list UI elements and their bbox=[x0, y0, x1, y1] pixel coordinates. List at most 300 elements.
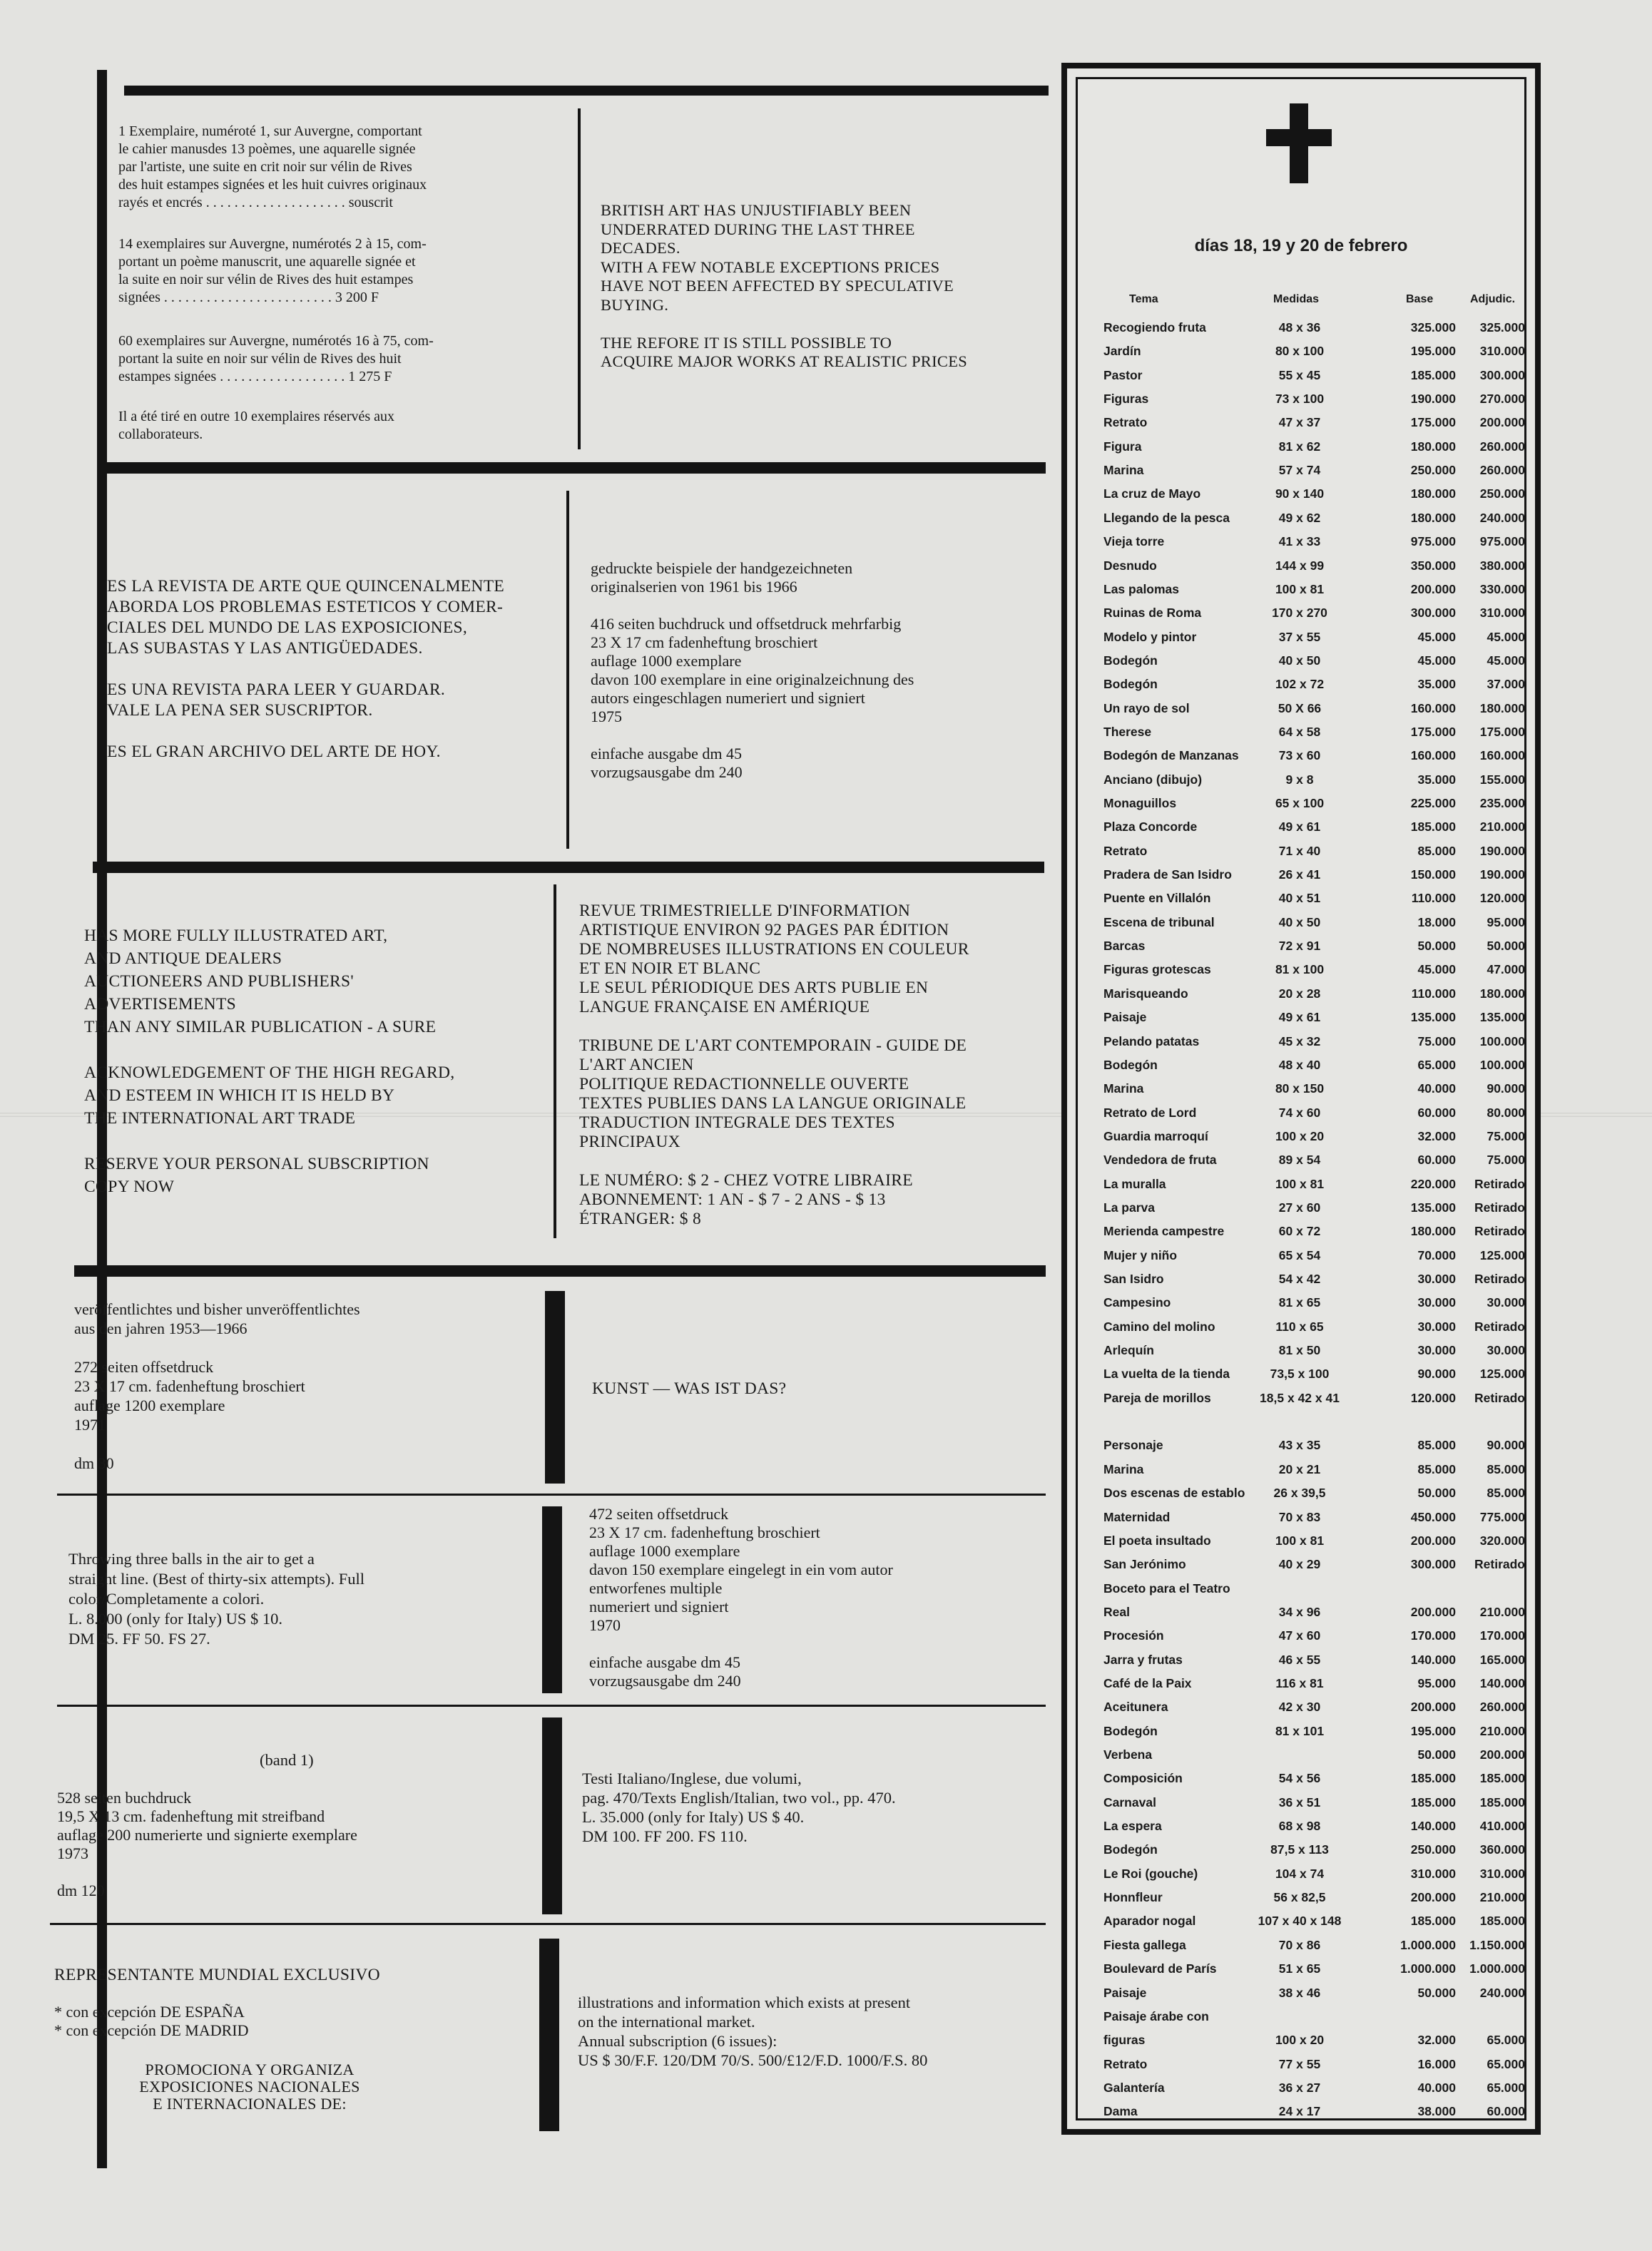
row-base: 60.000 bbox=[1417, 1105, 1456, 1120]
row-adjudic: 250.000 bbox=[1479, 486, 1525, 501]
row-medidas: 47 x 60 bbox=[1278, 1628, 1321, 1643]
table-row bbox=[1078, 1129, 1524, 1153]
edition-4: Il a été tiré en outre 10 exemplaires réservés aux collaborateurs. bbox=[118, 409, 395, 442]
row-adjudic: 100.000 bbox=[1479, 1033, 1525, 1048]
row-base: 180.000 bbox=[1410, 1224, 1456, 1239]
row-base: 325.000 bbox=[1410, 320, 1456, 335]
row-medidas: 36 x 51 bbox=[1278, 1795, 1321, 1810]
table-row bbox=[1078, 2057, 1524, 2081]
row-tema: Bodegón de Manzanas bbox=[1103, 748, 1239, 763]
row-base: 45.000 bbox=[1417, 962, 1456, 977]
promociona-text: PROMOCIONA Y ORGANIZA EXPOSICIONES NACIONALES E INTERNACIONALES DE: bbox=[139, 2061, 360, 2113]
row-base: 300.000 bbox=[1410, 606, 1456, 621]
table-row bbox=[1078, 1795, 1524, 1819]
row-adjudic: 75.000 bbox=[1487, 1128, 1525, 1143]
table-row bbox=[1078, 1914, 1524, 1937]
row-adjudic: 120.000 bbox=[1479, 891, 1525, 906]
row-tema: Carnaval bbox=[1103, 1795, 1156, 1810]
row-tema: Maternidad bbox=[1103, 1509, 1171, 1524]
row-base: 30.000 bbox=[1417, 1343, 1456, 1358]
representante-text: REPRESENTANTE MUNDIAL EXCLUSIVO bbox=[54, 1966, 380, 1984]
row-medidas: 43 x 35 bbox=[1278, 1438, 1321, 1453]
row-medidas: 80 x 150 bbox=[1275, 1081, 1325, 1096]
row-adjudic: 85.000 bbox=[1487, 1486, 1525, 1501]
thin-rule bbox=[57, 1494, 1046, 1496]
row-medidas: 104 x 74 bbox=[1275, 1866, 1325, 1881]
row-adjudic: 200.000 bbox=[1479, 415, 1525, 430]
row-base: 65.000 bbox=[1417, 1057, 1456, 1072]
row-medidas: 107 x 40 x 148 bbox=[1258, 1914, 1342, 1929]
table-row bbox=[1078, 1153, 1524, 1176]
table-row bbox=[1078, 1058, 1524, 1081]
row-base: 220.000 bbox=[1410, 1176, 1456, 1191]
thick-column-divider bbox=[542, 1717, 562, 1914]
row-adjudic: 45.000 bbox=[1487, 653, 1525, 668]
table-row bbox=[1078, 486, 1524, 510]
table-row bbox=[1078, 1224, 1524, 1247]
row-tema: Desnudo bbox=[1103, 558, 1157, 573]
row-tema: Retrato de Lord bbox=[1103, 1105, 1197, 1120]
row-base: 16.000 bbox=[1417, 2056, 1456, 2071]
row-tema: Guardia marroquí bbox=[1103, 1128, 1208, 1143]
seiten472-text: 472 seiten offsetdruck 23 X 17 cm. fadenheftung broschiert auflage 1000 exemplare davon 150 exemplare eingelegt in ein vom autor entworfenes multiple numeriert und signiert 1970 einfache ausgabe dm 45 vorzugsausgabe dm 240 bbox=[589, 1505, 893, 1690]
row-tema: Anciano (dibujo) bbox=[1103, 772, 1203, 787]
row-base: 180.000 bbox=[1410, 486, 1456, 501]
table-row bbox=[1078, 1462, 1524, 1486]
row-medidas: 49 x 61 bbox=[1278, 820, 1321, 834]
row-base: 1.000.000 bbox=[1400, 1937, 1456, 1952]
table-row bbox=[1078, 1081, 1524, 1105]
row-adjudic: 210.000 bbox=[1479, 1890, 1525, 1905]
row-tema: Puente en Villalón bbox=[1103, 891, 1211, 906]
row-tema: Jardín bbox=[1103, 344, 1141, 359]
row-medidas: 47 x 37 bbox=[1278, 415, 1321, 430]
row-medidas: 40 x 51 bbox=[1278, 891, 1321, 906]
row-medidas: 54 x 42 bbox=[1278, 1272, 1321, 1286]
row-base: 250.000 bbox=[1410, 1842, 1456, 1857]
row-tema: Arlequín bbox=[1103, 1343, 1154, 1358]
row-base: 200.000 bbox=[1410, 1533, 1456, 1548]
row-medidas: 55 x 45 bbox=[1278, 367, 1321, 382]
row-base: 35.000 bbox=[1417, 772, 1456, 787]
row-adjudic: 185.000 bbox=[1479, 1795, 1525, 1810]
row-adjudic: 410.000 bbox=[1479, 1819, 1525, 1834]
row-base: 75.000 bbox=[1417, 1033, 1456, 1048]
row-tema: Merienda campestre bbox=[1103, 1224, 1225, 1239]
row-tema: Retrato bbox=[1103, 843, 1148, 858]
row-base: 185.000 bbox=[1410, 820, 1456, 834]
row-base: 250.000 bbox=[1410, 463, 1456, 478]
row-adjudic: 80.000 bbox=[1487, 1105, 1525, 1120]
row-tema: Bodegón bbox=[1103, 1057, 1158, 1072]
row-medidas: 18,5 x 42 x 41 bbox=[1260, 1390, 1340, 1405]
table-row bbox=[1078, 725, 1524, 748]
row-base: 185.000 bbox=[1410, 1771, 1456, 1786]
row-adjudic: 310.000 bbox=[1479, 606, 1525, 621]
row-adjudic: 240.000 bbox=[1479, 1985, 1525, 2000]
row-base: 200.000 bbox=[1410, 1604, 1456, 1619]
row-medidas: 26 x 39,5 bbox=[1273, 1486, 1326, 1501]
row-adjudic: 200.000 bbox=[1479, 1747, 1525, 1762]
row-base: 38.000 bbox=[1417, 2104, 1456, 2119]
thick-column-divider bbox=[542, 1506, 562, 1693]
row-medidas: 57 x 74 bbox=[1278, 463, 1321, 478]
table-row bbox=[1078, 1486, 1524, 1509]
row-adjudic: 37.000 bbox=[1487, 677, 1525, 692]
testi-text: Testi Italiano/Inglese, due volumi, pag. 470/Texts English/Italian, two vol., pp. 470. L. 35.000 (only for Italy) US $ 40. DM 100. FF 200. FS 110. bbox=[582, 1770, 896, 1845]
row-adjudic: 210.000 bbox=[1479, 820, 1525, 834]
table-row bbox=[1078, 1747, 1524, 1771]
row-adjudic: 65.000 bbox=[1487, 2056, 1525, 2071]
table-row bbox=[1078, 1200, 1524, 1224]
row-tema: Vieja torre bbox=[1103, 534, 1165, 549]
row-medidas: 34 x 96 bbox=[1278, 1604, 1321, 1619]
table-row bbox=[1078, 1391, 1524, 1414]
row-adjudic: 1.150.000 bbox=[1469, 1937, 1525, 1952]
row-medidas: 51 x 65 bbox=[1278, 1961, 1321, 1976]
row-adjudic: 320.000 bbox=[1479, 1533, 1525, 1548]
row-tema: Aceitunera bbox=[1103, 1700, 1168, 1715]
row-adjudic: 310.000 bbox=[1479, 344, 1525, 359]
row-medidas: 100 x 81 bbox=[1275, 1176, 1325, 1191]
table-row bbox=[1078, 1581, 1524, 1605]
revista-text: ES LA REVISTA DE ARTE QUE QUINCENALMENTE ABORDA LOS PROBLEMAS ESTETICOS Y COMER- CIALES DEL MUNDO DE LAS EXPOSICIONES, LAS SUBASTAS Y LAS ANTIGÜEDADES. ES UNA REVISTA PARA LEER Y GUARDAR. VALE LA PENA SER SUSCRIPTOR. ES EL GRAN ARCHIVO DEL ARTE DE HOY. bbox=[107, 577, 505, 761]
auction-date: días 18, 19 y 20 de febrero bbox=[1194, 236, 1408, 255]
row-base: 40.000 bbox=[1417, 1081, 1456, 1096]
row-tema: Le Roi (gouche) bbox=[1103, 1866, 1198, 1881]
row-tema: La muralla bbox=[1103, 1176, 1166, 1191]
row-base: 32.000 bbox=[1417, 1128, 1456, 1143]
row-tema: Marisqueando bbox=[1103, 986, 1188, 1001]
row-adjudic: 180.000 bbox=[1479, 986, 1525, 1001]
row-adjudic: 310.000 bbox=[1479, 1866, 1525, 1881]
row-tema: Galantería bbox=[1103, 2080, 1165, 2095]
row-medidas: 71 x 40 bbox=[1278, 843, 1321, 858]
row-tema: La parva bbox=[1103, 1200, 1155, 1215]
row-base: 110.000 bbox=[1411, 891, 1456, 906]
veroeffentlichtes-text: veröffentlichtes und bisher unveröffentlichtes aus den jahren 1953—1966 272 seiten offsetdruck 23 X 17 cm. fadenheftung broschiert auflage 1200 exemplare 1971 dm 30 bbox=[74, 1300, 360, 1472]
table-row bbox=[1078, 1676, 1524, 1700]
row-base: 350.000 bbox=[1410, 558, 1456, 573]
row-base: 160.000 bbox=[1410, 748, 1456, 763]
row-adjudic: 65.000 bbox=[1487, 2033, 1525, 2048]
kunst-title: KUNST — WAS IST DAS? bbox=[592, 1379, 787, 1398]
row-adjudic: 60.000 bbox=[1487, 2104, 1525, 2119]
row-adjudic: 65.000 bbox=[1487, 2080, 1525, 2095]
table-row bbox=[1078, 344, 1524, 367]
row-medidas: 70 x 83 bbox=[1278, 1509, 1321, 1524]
row-medidas: 20 x 21 bbox=[1278, 1461, 1321, 1476]
row-base: 135.000 bbox=[1410, 1010, 1456, 1025]
table-row bbox=[1078, 1605, 1524, 1628]
row-adjudic: 170.000 bbox=[1479, 1628, 1525, 1643]
row-medidas: 100 x 20 bbox=[1275, 1128, 1325, 1143]
table-row bbox=[1078, 511, 1524, 534]
auction-results-panel bbox=[1061, 63, 1541, 2135]
row-tema: Paisaje árabe con bbox=[1103, 2008, 1209, 2023]
row-base: 140.000 bbox=[1410, 1819, 1456, 1834]
row-adjudic: 155.000 bbox=[1479, 772, 1525, 787]
row-medidas: 64 x 58 bbox=[1278, 724, 1321, 739]
table-row bbox=[1078, 748, 1524, 772]
row-base: 95.000 bbox=[1417, 1675, 1456, 1690]
row-adjudic: 380.000 bbox=[1479, 558, 1525, 573]
header-tema: Tema bbox=[1129, 293, 1158, 305]
gedruckte-text: gedruckte beispiele der handgezeichneten originalserien von 1961 bis 1966 416 seiten buchdruck und offsetdruck mehrfarbig 23 X 17 cm fadenheftung broschiert auflage 1000 exemplare davon 100 exemplare in eine originalzeichnung des autors eingeschlagen numeriert und signiert 1975 einfache ausgabe dm 45 vorzugsausgabe dm 240 bbox=[591, 559, 914, 781]
row-base: 50.000 bbox=[1417, 939, 1456, 954]
row-medidas: 73,5 x 100 bbox=[1270, 1367, 1330, 1382]
illustrated-text: HAS MORE FULLY ILLUSTRATED ART, AND ANTIQUE DEALERS AUCTIONEERS AND PUBLISHERS' ADVERTISEMENTS THAN ANY SIMILAR PUBLICATION - A SURE ACKNOWLEDGEMENT OF THE HIGH REGARD, AND ESTEEM IN WHICH IT IS HELD BY THE INTERNATIONAL ART TRADE RESERVE YOUR PERSONAL SUBSCRIPTION COPY NOW bbox=[84, 927, 455, 1196]
row-adjudic: 30.000 bbox=[1487, 1343, 1525, 1358]
row-tema: Pareja de morillos bbox=[1103, 1390, 1211, 1405]
row-medidas: 40 x 50 bbox=[1278, 914, 1321, 929]
row-medidas: 68 x 98 bbox=[1278, 1819, 1321, 1834]
row-tema: Ruinas de Roma bbox=[1103, 606, 1202, 621]
table-row bbox=[1078, 915, 1524, 939]
column-divider bbox=[554, 884, 556, 1238]
table-row bbox=[1078, 867, 1524, 891]
column-divider bbox=[566, 491, 569, 849]
row-medidas: 54 x 56 bbox=[1278, 1771, 1321, 1786]
row-tema: Aparador nogal bbox=[1103, 1914, 1196, 1929]
row-tema: Barcas bbox=[1103, 939, 1146, 954]
row-medidas: 37 x 55 bbox=[1278, 629, 1321, 644]
row-tema: Monaguillos bbox=[1103, 796, 1177, 810]
row-adjudic: 975.000 bbox=[1479, 534, 1525, 549]
row-medidas: 100 x 81 bbox=[1275, 1533, 1325, 1548]
row-medidas: 20 x 28 bbox=[1278, 986, 1321, 1001]
table-row bbox=[1078, 1842, 1524, 1866]
row-tema: San Isidro bbox=[1103, 1272, 1164, 1286]
row-adjudic: 210.000 bbox=[1479, 1604, 1525, 1619]
row-base: 180.000 bbox=[1410, 510, 1456, 525]
row-tema: Pradera de San Isidro bbox=[1103, 867, 1232, 882]
row-base: 975.000 bbox=[1410, 534, 1456, 549]
table-row bbox=[1078, 1890, 1524, 1914]
row-tema: Honnfleur bbox=[1103, 1890, 1163, 1905]
thick-column-divider bbox=[545, 1291, 565, 1484]
table-row bbox=[1078, 368, 1524, 392]
row-base: 90.000 bbox=[1417, 1367, 1456, 1382]
row-base: 300.000 bbox=[1410, 1557, 1456, 1572]
table-row bbox=[1078, 1438, 1524, 1461]
row-base: 310.000 bbox=[1410, 1866, 1456, 1881]
header-base: Base bbox=[1406, 293, 1434, 305]
section-rule bbox=[107, 462, 1046, 474]
table-row bbox=[1078, 463, 1524, 486]
table-row bbox=[1078, 701, 1524, 725]
row-medidas: 45 x 32 bbox=[1278, 1033, 1321, 1048]
row-base: 175.000 bbox=[1410, 415, 1456, 430]
row-adjudic: 360.000 bbox=[1479, 1842, 1525, 1857]
row-tema: Vendedora de fruta bbox=[1103, 1153, 1217, 1168]
table-row bbox=[1078, 962, 1524, 986]
row-adjudic: Retirado bbox=[1474, 1319, 1525, 1334]
table-row bbox=[1078, 1533, 1524, 1557]
table-row bbox=[1078, 1867, 1524, 1890]
row-tema: Marina bbox=[1103, 1081, 1144, 1096]
row-adjudic: 235.000 bbox=[1479, 796, 1525, 810]
row-tema: Campesino bbox=[1103, 1295, 1171, 1310]
row-base: 30.000 bbox=[1417, 1295, 1456, 1310]
cross-icon-bar bbox=[1266, 129, 1332, 146]
row-medidas: 72 x 91 bbox=[1278, 939, 1321, 954]
table-row bbox=[1078, 606, 1524, 629]
row-medidas: 81 x 100 bbox=[1275, 962, 1325, 977]
row-medidas: 42 x 30 bbox=[1278, 1700, 1321, 1715]
table-row bbox=[1078, 1653, 1524, 1676]
row-adjudic: 260.000 bbox=[1479, 439, 1525, 454]
table-row bbox=[1078, 582, 1524, 606]
row-tema: Jarra y frutas bbox=[1103, 1652, 1183, 1667]
row-adjudic: 330.000 bbox=[1479, 581, 1525, 596]
row-base: 120.000 bbox=[1410, 1390, 1456, 1405]
table-row bbox=[1078, 891, 1524, 914]
table-row bbox=[1078, 1177, 1524, 1200]
row-medidas: 65 x 100 bbox=[1275, 796, 1325, 810]
table-row bbox=[1078, 1106, 1524, 1129]
row-base: 160.000 bbox=[1410, 700, 1456, 715]
edition-1: 1 Exemplaire, numéroté 1, sur Auvergne, comportant le cahier manusdes 13 poèmes, une aquarelle signée par l'artiste, une suite en crit noir sur vélin de Rives des huit estampes signées et les huit cuivres originaux rayés et encrés . . . . . . . . . . . . . . . . . . . . souscrit bbox=[118, 123, 427, 210]
row-base: 150.000 bbox=[1410, 867, 1456, 882]
row-adjudic: 300.000 bbox=[1479, 367, 1525, 382]
edition-3: 60 exemplaires sur Auvergne, numérotés 16 à 75, com- portant la suite en noir sur vélin de Rives des huit estampes signées . . . . . . . . . . . . . . . . . . 1 275 F bbox=[118, 333, 434, 384]
row-base: 190.000 bbox=[1410, 392, 1456, 407]
row-medidas: 36 x 27 bbox=[1278, 2080, 1321, 2095]
row-tema: Retrato bbox=[1103, 415, 1148, 430]
row-base: 140.000 bbox=[1410, 1652, 1456, 1667]
row-adjudic: 125.000 bbox=[1479, 1247, 1525, 1262]
row-medidas: 77 x 55 bbox=[1278, 2056, 1321, 2071]
excepciones-text: * con excepción DE ESPAÑA * con excepción DE MADRID bbox=[54, 2003, 249, 2039]
row-medidas: 73 x 60 bbox=[1278, 748, 1321, 763]
row-medidas: 90 x 140 bbox=[1275, 486, 1325, 501]
row-base: 180.000 bbox=[1410, 439, 1456, 454]
row-medidas: 100 x 20 bbox=[1275, 2033, 1325, 2048]
row-medidas: 74 x 60 bbox=[1278, 1105, 1321, 1120]
row-medidas: 81 x 65 bbox=[1278, 1295, 1321, 1310]
row-adjudic: 775.000 bbox=[1479, 1509, 1525, 1524]
table-row bbox=[1078, 677, 1524, 700]
row-tema: Paisaje bbox=[1103, 1010, 1147, 1025]
row-medidas: 89 x 54 bbox=[1278, 1153, 1321, 1168]
row-medidas: 110 x 65 bbox=[1275, 1319, 1324, 1334]
row-tema: Real bbox=[1103, 1604, 1130, 1619]
row-tema: Plaza Concorde bbox=[1103, 820, 1198, 834]
row-tema: Las palomas bbox=[1103, 581, 1180, 596]
row-medidas: 170 x 270 bbox=[1272, 606, 1327, 621]
row-base: 450.000 bbox=[1410, 1509, 1456, 1524]
row-adjudic: Retirado bbox=[1474, 1176, 1525, 1191]
row-tema: La cruz de Mayo bbox=[1103, 486, 1201, 501]
row-base: 18.000 bbox=[1417, 914, 1456, 929]
row-tema: Recogiendo fruta bbox=[1103, 320, 1206, 335]
row-adjudic: 125.000 bbox=[1479, 1367, 1525, 1382]
row-adjudic: 75.000 bbox=[1487, 1153, 1525, 1168]
row-base: 35.000 bbox=[1417, 677, 1456, 692]
row-tema: Bodegón bbox=[1103, 1842, 1158, 1857]
row-tema: Boceto para el Teatro bbox=[1103, 1581, 1230, 1596]
table-row bbox=[1078, 1034, 1524, 1058]
row-medidas: 9 x 8 bbox=[1285, 772, 1314, 787]
table-row bbox=[1078, 1414, 1524, 1438]
row-base: 185.000 bbox=[1410, 367, 1456, 382]
row-base: 135.000 bbox=[1410, 1200, 1456, 1215]
row-base: 185.000 bbox=[1410, 1914, 1456, 1929]
row-medidas: 41 x 33 bbox=[1278, 534, 1321, 549]
row-adjudic: Retirado bbox=[1474, 1272, 1525, 1286]
table-row bbox=[1078, 820, 1524, 843]
row-medidas: 40 x 29 bbox=[1278, 1557, 1321, 1572]
table-row bbox=[1078, 1700, 1524, 1723]
thin-rule bbox=[57, 1705, 1046, 1707]
row-base: 200.000 bbox=[1410, 581, 1456, 596]
row-medidas: 65 x 54 bbox=[1278, 1247, 1321, 1262]
table-row bbox=[1078, 844, 1524, 867]
row-medidas: 116 x 81 bbox=[1275, 1675, 1324, 1690]
row-adjudic: 260.000 bbox=[1479, 1700, 1525, 1715]
row-tema: Modelo y pintor bbox=[1103, 629, 1197, 644]
row-tema: La espera bbox=[1103, 1819, 1162, 1834]
row-base: 30.000 bbox=[1417, 1319, 1456, 1334]
row-tema: Composición bbox=[1103, 1771, 1183, 1786]
row-adjudic: Retirado bbox=[1474, 1557, 1525, 1572]
row-adjudic: 185.000 bbox=[1479, 1771, 1525, 1786]
row-base: 225.000 bbox=[1410, 796, 1456, 810]
table-row bbox=[1078, 1272, 1524, 1295]
row-adjudic: Retirado bbox=[1474, 1200, 1525, 1215]
row-medidas: 49 x 61 bbox=[1278, 1010, 1321, 1025]
row-tema: Fiesta gallega bbox=[1103, 1937, 1186, 1952]
row-tema: Bodegón bbox=[1103, 653, 1158, 668]
table-row bbox=[1078, 1819, 1524, 1842]
row-adjudic: 180.000 bbox=[1479, 700, 1525, 715]
row-adjudic: 190.000 bbox=[1479, 843, 1525, 858]
british-art-text: BRITISH ART HAS UNJUSTIFIABLY BEEN UNDERRATED DURING THE LAST THREE DECADES. WITH A FEW NOTABLE EXCEPTIONS PRICES HAVE NOT BEEN AFFECTED BY SPECULATIVE BUYING. THE REFORE IT IS STILL POSSIBLE TO ACQUIRE MAJOR WORKS AT REALISTIC PRICES bbox=[601, 201, 968, 370]
row-tema: La vuelta de la tienda bbox=[1103, 1367, 1230, 1382]
row-base: 85.000 bbox=[1417, 843, 1456, 858]
row-base: 60.000 bbox=[1417, 1153, 1456, 1168]
row-base: 50.000 bbox=[1417, 1985, 1456, 2000]
row-tema: Escena de tribunal bbox=[1103, 914, 1215, 929]
header-adjudic: Adjudic. bbox=[1470, 293, 1516, 305]
row-base: 50.000 bbox=[1417, 1747, 1456, 1762]
row-tema: Marina bbox=[1103, 463, 1144, 478]
row-base: 175.000 bbox=[1410, 724, 1456, 739]
row-adjudic: Retirado bbox=[1474, 1390, 1525, 1405]
row-medidas: 56 x 82,5 bbox=[1273, 1890, 1326, 1905]
table-row bbox=[1078, 558, 1524, 582]
balls-text: Throwing three balls in the air to get a straight line. (Best of thirty-six attempts). Full color/Completamente a colori. L. 8.000 (only for Italy) US $ 10. DM 25. FF 50. FS 27. bbox=[68, 1550, 364, 1648]
table-row bbox=[1078, 1628, 1524, 1652]
row-adjudic: Retirado bbox=[1474, 1224, 1525, 1239]
row-tema: Figuras bbox=[1103, 392, 1149, 407]
row-medidas: 81 x 62 bbox=[1278, 439, 1321, 454]
row-tema: Bodegón bbox=[1103, 1723, 1158, 1738]
row-medidas: 38 x 46 bbox=[1278, 1985, 1321, 2000]
row-base: 110.000 bbox=[1411, 986, 1456, 1001]
row-adjudic: 185.000 bbox=[1479, 1914, 1525, 1929]
row-tema: Pastor bbox=[1103, 367, 1143, 382]
row-medidas: 26 x 41 bbox=[1278, 867, 1321, 882]
table-row bbox=[1078, 2081, 1524, 2104]
revue-text: REVUE TRIMESTRIELLE D'INFORMATION ARTISTIQUE ENVIRON 92 PAGES PAR ÉDITION DE NOMBREUSES ILLUSTRATIONS EN COULEUR ET EN NOIR ET BLANC LE SEUL PÉRIODIQUE DES ARTS PUBLIE EN LANGUE FRANÇAISE EN AMÉRIQUE TRIBUNE DE L'ART CONTEMPORAIN - GUIDE DE L'ART ANCIEN POLITIQUE REDACTIONNELLE OUVERTE TEXTES PUBLIES DANS LA LANGUE ORIGINALE TRADUCTION INTEGRALE DES TEXTES PRINCIPAUX LE NUMÉRO: $ 2 - CHEZ VOTRE LIBRAIRE ABONNEMENT: 1 AN - $ 7 - 2 ANS - $ 13 ÉTRANGER: $ 8 bbox=[579, 902, 969, 1228]
row-base: 85.000 bbox=[1417, 1438, 1456, 1453]
row-adjudic: 270.000 bbox=[1479, 392, 1525, 407]
row-tema: Verbena bbox=[1103, 1747, 1153, 1762]
row-base: 70.000 bbox=[1417, 1247, 1456, 1262]
row-medidas: 100 x 81 bbox=[1275, 581, 1325, 596]
